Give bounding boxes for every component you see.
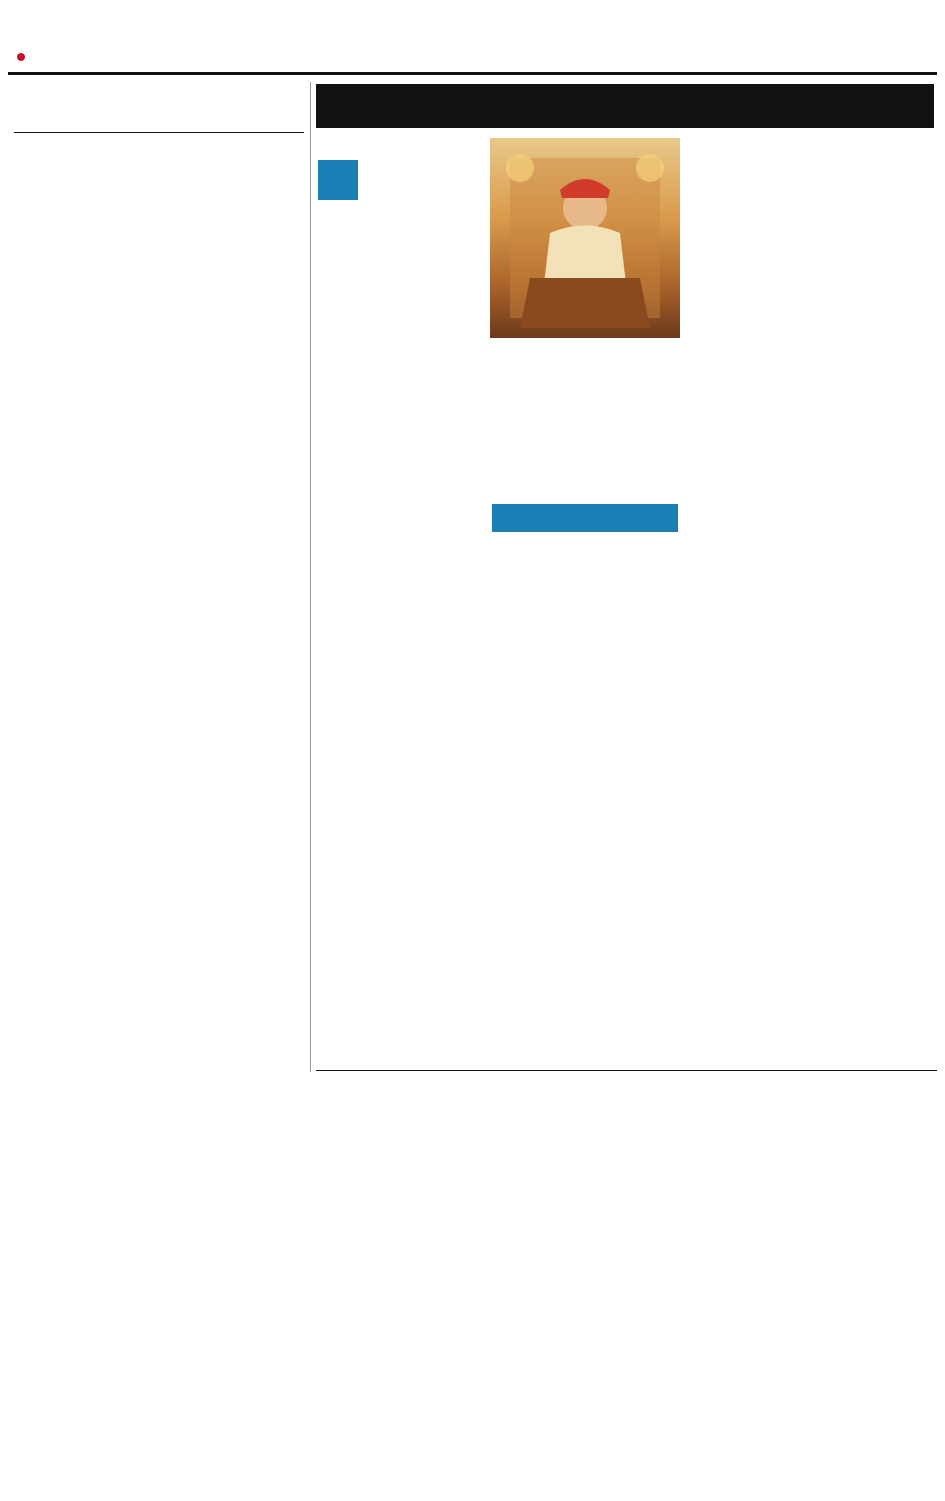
- shivaji-portrait-image: [490, 138, 680, 338]
- article1-rule: [14, 132, 304, 133]
- masthead: [0, 0, 945, 82]
- portrait-illustration: [490, 138, 680, 338]
- masthead-rule: [8, 72, 937, 75]
- article2-label-box: [492, 504, 678, 532]
- article3-col1: [350, 1080, 550, 1410]
- epaper-logo-icon: [17, 53, 25, 61]
- article3-col3: [748, 1118, 934, 1398]
- article1-body: [74, 138, 306, 198]
- epaper-row: [14, 52, 28, 63]
- brand-logo: [740, 30, 890, 72]
- article2-headline-bar: [316, 84, 934, 128]
- article2-photo-caption: [490, 340, 680, 368]
- article2-col1: [316, 140, 484, 1065]
- column-divider-1: [310, 82, 311, 1072]
- article2-col3: [686, 140, 934, 1065]
- article2-col2b: [490, 556, 680, 1066]
- article2-bottom-rule: [316, 1070, 937, 1071]
- article1-body-cont: [16, 200, 306, 995]
- article2-col2: [490, 370, 680, 500]
- article3-col2: [556, 1118, 742, 1410]
